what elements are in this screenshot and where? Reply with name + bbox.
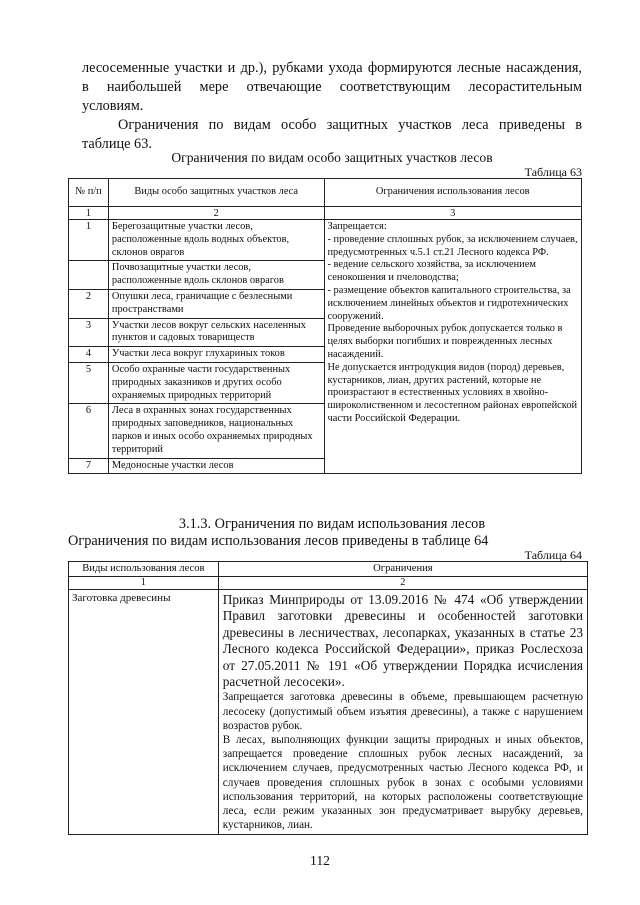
- row-kind: Особо охранные части государственных природных заказников и других особо охраняемых природных территорий: [108, 362, 324, 403]
- use-kind-cell: Заготовка древесины: [69, 590, 219, 835]
- table-63: [68, 178, 582, 474]
- row-kind: Опушки леса, граничащие с безлесными пространствами: [108, 289, 324, 318]
- table-64: [68, 561, 588, 835]
- intro-line-1: лесосеменные участки и др.), рубками ухода формируются лесные насаждения,: [82, 60, 582, 76]
- section-heading: 3.1.3. Ограничения по видам использования лесов: [178, 516, 486, 532]
- limits-cell: [218, 590, 587, 835]
- header-kind: Виды особо защитных участков леса: [108, 179, 324, 207]
- limits-paragraph: Запрещается заготовка древесины в объеме, превышающем расчетную лесосеку (допустимый объем изъятия древесины), а также с нарушением возрастов рубок.: [222, 691, 583, 732]
- row-number: 5: [69, 362, 109, 403]
- row-kind: Участки леса вокруг глухариных токов: [108, 347, 324, 363]
- page-number: 112: [310, 853, 330, 868]
- colnum: 1: [69, 577, 219, 590]
- colnum: 2: [108, 207, 324, 220]
- row-kind: Участки лесов вокруг сельских населенных пунктов и садовых товариществ: [108, 318, 324, 347]
- table63-label: Таблица 63: [524, 165, 582, 179]
- header-restrictions: Ограничения использования лесов: [324, 179, 582, 207]
- row-number: 1: [69, 220, 109, 261]
- row-number: 6: [69, 404, 109, 458]
- limits-paragraph: В лесах, выполняющих функции защиты природных и иных объектов, запрещается проведение сплошных рубок лесных насаждений, за исключением случаев, предусмотренных частью Лесного кодекса РФ, и случаев проведения сплошных рубок в зонах с особыми условиями использования территорий, на которых расположены соответствующие леса, если режим указанных зон предусматривает вырубку деревьев, кустарников, лиан.: [222, 734, 583, 832]
- row-kind: Леса в охранных зонах государственных природных заповедников, национальных парков и иных особо охраняемых природных территорий: [108, 404, 324, 458]
- row-number: 2: [69, 289, 109, 318]
- table64-label: Таблица 64: [524, 548, 582, 562]
- colnum: 2: [218, 577, 587, 590]
- row-number: [69, 261, 109, 290]
- header-limits: Ограничения: [218, 562, 587, 577]
- section-subheading: Ограничения по видам использования лесов приведены в таблице 64: [68, 533, 489, 549]
- header-use-kind: Виды использования лесов: [69, 562, 219, 577]
- row-number: 4: [69, 347, 109, 363]
- header-number: № п/п: [69, 179, 109, 207]
- colnum: 1: [69, 207, 109, 220]
- table63-caption: Ограничения по видам особо защитных участков лесов: [171, 150, 493, 165]
- restrictions-cell: Запрещается: - проведение сплошных рубок, за исключением случаев, предусмотренных ч.5.1 ст.21 Лесного кодекса РФ. - ведение сельского хозяйства, за исключением сенокошения и пчеловодства; - размещение объектов капитального строительства, за исключением линейных объектов и гидротехнических сооружений. Проведение выборочных рубок допускается только в целях выборки погибших и поврежденных лесных насаждений. Не допускается интродукция видов (пород) деревьев, кустарников, лиан, других растений, которые не произрастают в естественных условиях в хвойно-широколиственном и лесостепном районах европейской части Российской Федерации.: [324, 220, 582, 474]
- row-kind: Берегозащитные участки лесов, расположенные вдоль водных объектов, склонов оврагов: [108, 220, 324, 261]
- intro-line-3: условиям.: [82, 98, 144, 114]
- intro-line-5: таблице 63.: [82, 136, 152, 152]
- row-kind: Медоносные участки лесов: [108, 458, 324, 474]
- row-kind: Почвозащитные участки лесов, расположенные вдоль склонов оврагов: [108, 261, 324, 290]
- limits-paragraph: Приказ Минприроды от 13.09.2016 № 474 «Об утверждении Правил заготовки древесины и особенностей заготовки древесины в лесничествах, лесопарках, указанных в статье 23 Лесного кодекса Российской Федерации», приказ Рослесхоза от 27.05.2011 № 191 «Об утверждении Порядка исчисления расчетной лесосеки».: [222, 592, 583, 690]
- intro-line-2: в наибольшей мере отвечающие соответствующим лесорастительным: [82, 79, 582, 95]
- colnum: 3: [324, 207, 582, 220]
- row-number: 3: [69, 318, 109, 347]
- intro-line-4: Ограничения по видам особо защитных участков леса приведены в: [118, 117, 582, 133]
- row-number: 7: [69, 458, 109, 474]
